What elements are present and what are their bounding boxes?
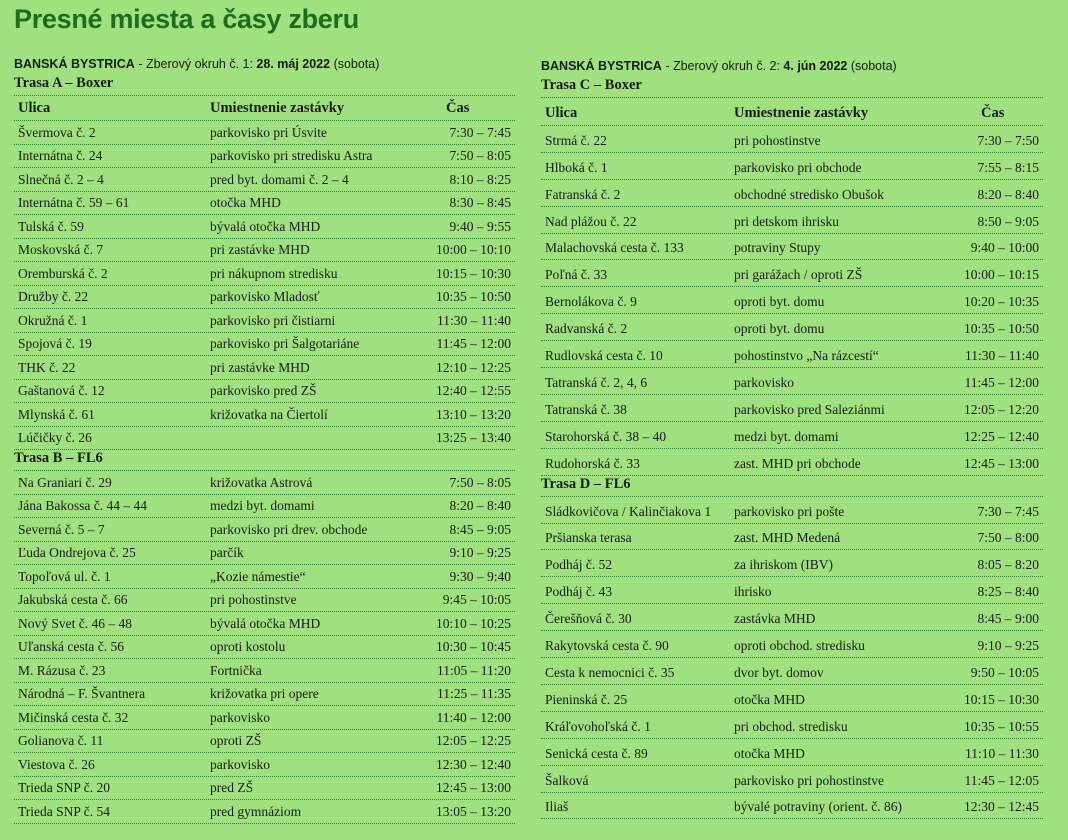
time-cell: 9:45 – 10:05	[442, 592, 511, 607]
collection-date: 28. máj 2022	[256, 57, 331, 71]
street-cell: Národná – F. Švantnera	[18, 686, 146, 701]
time-cell: 7:50 – 8:05	[449, 474, 511, 490]
table-row	[14, 565, 515, 589]
table-row	[541, 604, 1043, 631]
table-row	[14, 518, 515, 542]
time-cell: 13:25 – 13:40	[435, 430, 511, 445]
stop-location-cell: pohostinstvo „Na rázcestí“	[734, 348, 879, 364]
table-row	[14, 753, 515, 777]
stop-location-cell: pri zastávke MHD	[210, 359, 310, 375]
time-cell: 9:10 – 9:25	[977, 638, 1039, 654]
table-header	[541, 98, 1043, 126]
table-row	[541, 207, 1043, 234]
stop-location-cell: pred gymnáziom	[210, 803, 302, 819]
stop-location-cell: križovatka pri opere	[210, 686, 319, 701]
table-row	[541, 577, 1043, 604]
street-cell: Gaštanová č. 12	[18, 383, 105, 398]
street-cell: Fatranská č. 2	[545, 186, 621, 202]
collection-day: (sobota)	[330, 57, 380, 71]
stop-location-cell: parkovisko pri drev. obchode	[210, 521, 368, 537]
stop-location-cell: pred ZŠ	[210, 780, 254, 795]
table-row	[14, 636, 515, 660]
street-cell: Tulská č. 59	[18, 218, 84, 234]
city-name: BANSKÁ BYSTRICA	[541, 59, 662, 73]
street-cell: Starohorská č. 38 – 40	[545, 428, 667, 444]
table-row	[541, 658, 1043, 685]
route-title: Trasa D – FL6	[541, 476, 1043, 497]
stop-location-cell: oproti kostolu	[210, 639, 286, 654]
street-cell: Kráľovohoľská č. 1	[545, 718, 651, 734]
stop-location-cell: bývalá otočka MHD	[210, 615, 321, 631]
stop-location-cell: za ihriskom (IBV)	[734, 557, 833, 573]
street-cell: Slnečná č. 2 – 4	[18, 171, 104, 187]
stop-location-cell: dvor byt. domov	[734, 664, 824, 680]
stop-location-cell: parkovisko pri Šalgotariáne	[210, 336, 360, 351]
time-cell: 10:10 – 10:25	[435, 615, 511, 631]
time-cell: 12:40 – 12:55	[435, 383, 511, 398]
table-row	[541, 368, 1043, 395]
table-row	[14, 286, 515, 310]
street-cell: Senická cesta č. 89	[545, 745, 648, 761]
street-cell: Ľuda Ondrejova č. 25	[18, 545, 136, 560]
time-cell: 10:20 – 10:35	[963, 294, 1039, 310]
route-title: Trasa A – Boxer	[14, 75, 515, 96]
stop-location-cell: ihrisko	[734, 584, 772, 600]
time-cell: 11:25 – 11:35	[437, 686, 511, 701]
time-cell: 13:10 – 13:20	[435, 406, 511, 422]
time-cell: 9:40 – 10:00	[970, 240, 1039, 256]
stop-location-cell: oproti byt. domu	[734, 294, 825, 310]
time-cell: 10:30 – 10:45	[435, 639, 511, 654]
table-row	[541, 497, 1043, 524]
street-cell: Čerešňová č. 30	[545, 611, 632, 627]
collection-day: (sobota)	[847, 59, 897, 73]
table-row	[14, 380, 515, 404]
stop-location-cell: pred byt. domami č. 2 – 4	[210, 171, 349, 187]
street-cell: Iliaš	[545, 799, 569, 815]
time-cell: 11:45 – 12:00	[964, 374, 1039, 390]
street-cell: Pršianska terasa	[545, 530, 632, 546]
time-cell: 9:10 – 9:25	[449, 545, 511, 560]
street-cell: M. Rázusa č. 23	[18, 662, 106, 678]
stop-location-cell: pri garážach / oproti ZŠ	[734, 267, 863, 283]
street-cell: Lúčičky č. 26	[18, 430, 92, 445]
stop-location-cell: parkovisko Mladosť	[210, 289, 320, 304]
street-cell: Hlboká č. 1	[545, 159, 608, 175]
stop-location-cell: zast. MHD Medená	[734, 530, 841, 546]
street-cell: Rudohorská č. 33	[545, 455, 640, 471]
time-cell: 12:45 – 13:00	[963, 455, 1039, 471]
street-cell: Družby č. 22	[18, 289, 89, 304]
street-cell: Trieda SNP č. 54	[18, 803, 111, 819]
stop-location-cell: parkovisko pri obchode	[734, 159, 862, 175]
city-name: BANSKÁ BYSTRICA	[14, 57, 135, 71]
street-cell: Nad plážou č. 22	[545, 213, 637, 229]
stop-location-cell: parkovisko pred ZŠ	[210, 383, 317, 398]
time-cell: 10:35 – 10:55	[963, 718, 1039, 734]
time-cell: 9:30 – 9:40	[449, 568, 511, 584]
table-row	[541, 739, 1043, 766]
time-cell: 10:35 – 10:50	[963, 321, 1039, 337]
time-cell: 8:05 – 8:20	[977, 557, 1039, 573]
time-cell: 7:30 – 7:50	[977, 132, 1039, 148]
table-row	[14, 403, 515, 427]
street-cell: Malachovská cesta č. 133	[545, 240, 684, 256]
street-cell: Internátna č. 24	[18, 148, 103, 163]
table-row	[541, 314, 1043, 341]
stop-location-cell: „Kozie námestie“	[210, 568, 306, 584]
stop-location-cell: parkovisko pri pohostinstve	[734, 772, 884, 788]
table-row	[14, 427, 515, 451]
table-row	[14, 309, 515, 333]
street-cell: Mlynská č. 61	[18, 406, 95, 422]
time-cell: 7:30 – 7:45	[449, 124, 511, 140]
stop-location-cell: pri pohostinstve	[734, 132, 821, 148]
table-row	[14, 239, 515, 263]
street-cell: Podháj č. 52	[545, 557, 613, 573]
table-row	[14, 192, 515, 216]
table-row	[14, 121, 515, 145]
table-row	[14, 333, 515, 357]
street-cell: Strmá č. 22	[545, 132, 607, 148]
collection-date: 4. jún 2022	[783, 59, 848, 73]
page-title: Presné miesta a časy zberu	[14, 4, 359, 34]
street-cell: Moskovská č. 7	[18, 242, 104, 257]
street-cell: Uľanská cesta č. 56	[18, 639, 124, 654]
circuit-label: - Zberový okruh č. 1:	[134, 57, 257, 71]
stop-location-cell: parkovisko pri čistiarni	[210, 312, 336, 328]
time-cell: 10:15 – 10:30	[435, 265, 511, 281]
stop-location-cell: bývalá otočka MHD	[210, 218, 321, 234]
street-cell: Nový Svet č. 46 – 48	[18, 615, 132, 631]
time-cell: 8:10 – 8:25	[449, 171, 511, 187]
time-cell: 7:55 – 8:15	[977, 159, 1039, 175]
table-row	[541, 631, 1043, 658]
street-cell: Trieda SNP č. 20	[18, 780, 111, 795]
stop-location-cell: pri zastávke MHD	[210, 242, 310, 257]
time-cell: 12:10 – 12:25	[435, 359, 511, 375]
circuit-heading	[14, 57, 379, 71]
street-cell: THK č. 22	[18, 359, 76, 375]
time-cell: 7:30 – 7:45	[977, 503, 1039, 519]
stop-location-cell: potraviny Stupy	[734, 240, 821, 256]
route-title: Trasa C – Boxer	[541, 77, 1043, 98]
stop-location-cell: parkovisko pred Saleziánmi	[734, 401, 885, 417]
time-cell: 8:45 – 9:00	[977, 611, 1039, 627]
stop-location-cell: otočka MHD	[734, 691, 805, 707]
time-cell: 10:00 – 10:10	[435, 242, 511, 257]
street-cell: Spojová č. 19	[18, 336, 92, 351]
table-row	[541, 524, 1043, 551]
table-row	[541, 551, 1043, 578]
table-row	[14, 215, 515, 239]
street-cell: Golianova č. 11	[18, 733, 104, 748]
time-cell: 10:00 – 10:15	[963, 267, 1039, 283]
street-cell: Poľná č. 33	[545, 267, 608, 283]
header-street: Ulica	[545, 105, 578, 121]
table-row	[541, 793, 1043, 820]
street-cell: Švermova č. 2	[18, 124, 96, 140]
street-cell: Rudlovská cesta č. 10	[545, 348, 663, 364]
table-row	[541, 449, 1043, 476]
table-row	[14, 168, 515, 192]
stop-location-cell: parkovisko pri Úsvite	[210, 124, 327, 140]
table-row	[541, 287, 1043, 314]
time-cell: 11:30 – 11:40	[437, 312, 511, 328]
table-row	[541, 712, 1043, 739]
table-row	[541, 261, 1043, 288]
street-cell: Internátna č. 59 – 61	[18, 195, 130, 210]
stop-location-cell: pri obchod. stredisku	[734, 718, 848, 734]
time-cell: 11:10 – 11:30	[965, 745, 1039, 761]
street-cell: Jána Bakossa č. 44 – 44	[18, 498, 147, 513]
stop-location-cell: parčík	[210, 545, 244, 560]
stop-location-cell: križovatka na Čiertolí	[210, 406, 328, 422]
time-cell: 11:45 – 12:00	[436, 336, 511, 351]
table-row	[14, 800, 515, 824]
street-cell: Pieninská č. 25	[545, 691, 628, 707]
street-cell: Topoľová ul. č. 1	[18, 568, 111, 584]
street-cell: Bernolákova č. 9	[545, 294, 637, 310]
header-stop: Umiestnenie zastávky	[734, 105, 869, 121]
table-row	[541, 341, 1043, 368]
header-time: Čas	[446, 100, 470, 116]
time-cell: 10:15 – 10:30	[963, 691, 1039, 707]
street-cell: Cesta k nemocnici č. 35	[545, 664, 675, 680]
time-cell: 9:50 – 10:05	[970, 664, 1039, 680]
table-row	[14, 706, 515, 730]
table-row	[14, 589, 515, 613]
table-row	[14, 683, 515, 707]
stop-location-cell: Fortnička	[210, 662, 262, 678]
table-row	[14, 262, 515, 286]
table-row	[14, 659, 515, 683]
stop-location-cell: obchodné stredisko Obušok	[734, 186, 884, 202]
time-cell: 12:30 – 12:45	[963, 799, 1039, 815]
table-row	[14, 471, 515, 495]
time-cell: 11:45 – 12:05	[964, 772, 1039, 788]
stop-location-cell: pri pohostinstve	[210, 592, 297, 607]
table-row	[14, 145, 515, 169]
table-row	[14, 612, 515, 636]
street-cell: Mičinská cesta č. 32	[18, 709, 129, 725]
time-cell: 12:25 – 12:40	[963, 428, 1039, 444]
stop-location-cell: medzi byt. domami	[734, 428, 839, 444]
table-row	[541, 395, 1043, 422]
stop-location-cell: otočka MHD	[734, 745, 805, 761]
time-cell: 8:20 – 8:40	[977, 186, 1039, 202]
time-cell: 7:50 – 8:05	[449, 148, 511, 163]
stop-location-cell: parkovisko	[210, 756, 270, 772]
street-cell: Okružná č. 1	[18, 312, 88, 328]
stop-location-cell: parkovisko pri pošte	[734, 503, 845, 519]
circuit-heading	[541, 59, 897, 73]
circuit-label: - Zberový okruh č. 2:	[661, 59, 784, 73]
street-cell: Viestova č. 26	[18, 756, 95, 772]
time-cell: 12:45 – 13:00	[435, 780, 511, 795]
street-cell: Šalková	[545, 772, 589, 788]
table-row	[541, 685, 1043, 712]
street-cell: Tatranská č. 38	[545, 401, 627, 417]
stop-location-cell: oproti ZŠ	[210, 733, 262, 748]
time-cell: 13:05 – 13:20	[435, 803, 511, 819]
table-header	[14, 96, 515, 121]
table-row	[541, 766, 1043, 793]
stop-location-cell: parkovisko	[210, 709, 270, 725]
street-cell: Rakytovská cesta č. 90	[545, 638, 669, 654]
table-row	[14, 730, 515, 754]
stop-location-cell: pri detskom ihrisku	[734, 213, 839, 229]
header-time: Čas	[981, 105, 1005, 121]
header-street: Ulica	[18, 100, 51, 116]
street-cell: Na Graniari č. 29	[18, 474, 112, 490]
stop-location-cell: parkovisko pri stredisku Astra	[210, 148, 373, 163]
street-cell: Oremburská č. 2	[18, 265, 108, 281]
time-cell: 8:45 – 9:05	[449, 521, 511, 537]
table-row	[14, 356, 515, 380]
street-cell: Podháj č. 43	[545, 584, 613, 600]
table-row	[14, 777, 515, 801]
time-cell: 12:05 – 12:20	[963, 401, 1039, 417]
time-cell: 11:30 – 11:40	[965, 348, 1039, 364]
header-stop: Umiestnenie zastávky	[210, 100, 345, 116]
route-title: Trasa B – FL6	[14, 450, 515, 471]
time-cell: 7:50 – 8:00	[977, 530, 1039, 546]
time-cell: 12:30 – 12:40	[435, 756, 511, 772]
table-row	[541, 234, 1043, 261]
street-cell: Jakubská cesta č. 66	[18, 592, 128, 607]
stop-location-cell: oproti obchod. stredisku	[734, 638, 865, 654]
stop-location-cell: zast. MHD pri obchode	[734, 455, 861, 471]
street-cell: Tatranská č. 2, 4, 6	[545, 374, 648, 390]
table-row	[541, 126, 1043, 153]
street-cell: Severná č. 5 – 7	[18, 521, 105, 537]
stop-location-cell: oproti byt. domu	[734, 321, 825, 337]
table-row	[14, 495, 515, 519]
street-cell: Sládkovičova / Kalinčiakova 1	[545, 503, 712, 519]
stop-location-cell: pri nákupnom stredisku	[210, 265, 338, 281]
time-cell: 8:30 – 8:45	[449, 195, 511, 210]
stop-location-cell: bývalé potraviny (orient. č. 86)	[734, 799, 902, 815]
stop-location-cell: križovatka Astrová	[210, 474, 313, 490]
street-cell: Radvanská č. 2	[545, 321, 628, 337]
stop-location-cell: parkovisko	[734, 374, 794, 390]
table-row	[541, 180, 1043, 207]
time-cell: 10:35 – 10:50	[435, 289, 511, 304]
time-cell: 8:50 – 9:05	[977, 213, 1039, 229]
time-cell: 8:25 – 8:40	[977, 584, 1039, 600]
time-cell: 12:05 – 12:25	[435, 733, 511, 748]
time-cell: 11:40 – 12:00	[436, 709, 511, 725]
stop-location-cell: medzi byt. domami	[210, 498, 315, 513]
stop-location-cell: otočka MHD	[210, 195, 281, 210]
table-row	[541, 153, 1043, 180]
stop-location-cell: zastávka MHD	[734, 611, 816, 627]
time-cell: 9:40 – 9:55	[449, 218, 511, 234]
table-row	[541, 422, 1043, 449]
table-row	[14, 542, 515, 566]
time-cell: 11:05 – 11:20	[437, 662, 511, 678]
time-cell: 8:20 – 8:40	[449, 498, 511, 513]
